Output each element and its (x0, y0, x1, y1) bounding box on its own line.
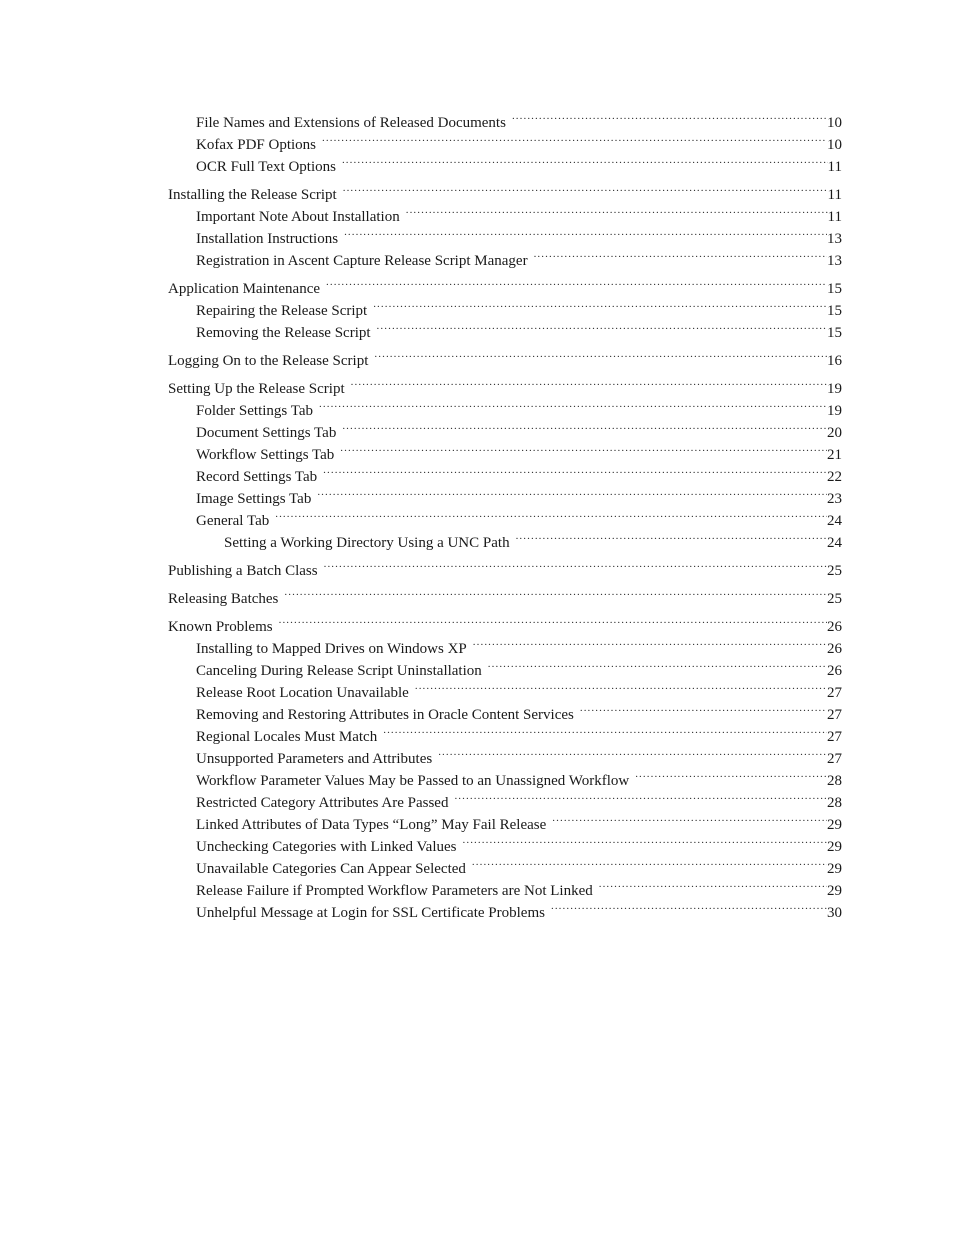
dot-leader (534, 243, 827, 265)
toc-entry-title: Installing the Release Script (168, 187, 337, 203)
toc-entry[interactable] (168, 105, 842, 131)
toc-entry-title: Linked Attributes of Data Types “Long” May Fail Release (196, 817, 547, 833)
toc-entry-title: Repairing the Release Script (196, 303, 368, 319)
toc-entry-page-number: 26 (827, 619, 842, 635)
toc-entry[interactable] (168, 371, 842, 397)
dot-leader (343, 177, 828, 199)
toc-entry-page-number: 30 (827, 905, 842, 921)
toc-entry-page-number: 10 (827, 115, 842, 131)
toc-entry-title: Publishing a Batch Class (168, 563, 318, 579)
dot-leader (326, 271, 827, 293)
toc-entry-page-number: 28 (827, 773, 842, 789)
toc-entry-page-number: 26 (827, 641, 842, 657)
toc-entry-title: General Tab (196, 513, 270, 529)
dot-leader (551, 895, 827, 917)
toc-entry-title: Release Failure if Prompted Workflow Parameters are Not Linked (196, 883, 593, 899)
dot-leader (463, 829, 828, 851)
toc-entry-page-number: 19 (827, 403, 842, 419)
toc-entry-page-number: 11 (827, 209, 842, 225)
toc-entry-page-number: 25 (827, 563, 842, 579)
dot-leader (415, 675, 827, 697)
toc-entry-title: Setting a Working Directory Using a UNC Path (224, 535, 510, 551)
toc-entry-title: Unsupported Parameters and Attributes (196, 751, 433, 767)
toc-entry-title: Unavailable Categories Can Appear Selected (196, 861, 466, 877)
toc-entry-title: Important Note About Installation (196, 209, 400, 225)
toc-entry-title: Record Settings Tab (196, 469, 318, 485)
toc-entry[interactable] (168, 553, 842, 579)
toc-entry-title: Releasing Batches (168, 591, 279, 607)
toc-entry-page-number: 27 (827, 707, 842, 723)
table-of-contents (168, 105, 842, 921)
toc-entry-page-number: 15 (827, 303, 842, 319)
dot-leader (344, 221, 827, 243)
toc-entry-page-number: 21 (827, 447, 842, 463)
toc-entry-page-number: 10 (827, 137, 842, 153)
toc-entry[interactable] (168, 581, 842, 607)
toc-entry-page-number: 25 (827, 591, 842, 607)
dot-leader (374, 343, 827, 365)
toc-entry[interactable] (168, 609, 842, 635)
toc-entry-title: Regional Locales Must Match (196, 729, 378, 745)
toc-entry-title: Known Problems (168, 619, 273, 635)
toc-entry[interactable] (168, 177, 842, 203)
dot-leader (342, 415, 827, 437)
toc-entry-page-number: 16 (827, 353, 842, 369)
dot-leader (580, 697, 827, 719)
toc-entry-page-number: 22 (827, 469, 842, 485)
dot-leader (635, 763, 827, 785)
dot-leader (377, 315, 827, 337)
toc-entry-page-number: 13 (827, 231, 842, 247)
toc-entry-page-number: 24 (827, 513, 842, 529)
toc-entry-title: Release Root Location Unavailable (196, 685, 409, 701)
dot-leader (323, 459, 827, 481)
dot-leader (488, 653, 827, 675)
toc-entry-page-number: 29 (827, 839, 842, 855)
toc-entry-title: Workflow Settings Tab (196, 447, 335, 463)
toc-entry-title: Setting Up the Release Script (168, 381, 345, 397)
dot-leader (472, 851, 827, 873)
dot-leader (599, 873, 827, 895)
dot-leader (512, 105, 827, 127)
toc-entry-page-number: 15 (827, 325, 842, 341)
dot-leader (324, 553, 827, 575)
toc-entry-page-number: 19 (827, 381, 842, 397)
toc-entry-page-number: 29 (827, 883, 842, 899)
toc-entry-page-number: 29 (827, 817, 842, 833)
toc-entry-page-number: 15 (827, 281, 842, 297)
dot-leader (322, 127, 827, 149)
toc-entry-page-number: 13 (827, 253, 842, 269)
toc-entry-title: Unchecking Categories with Linked Values (196, 839, 457, 855)
dot-leader (351, 371, 827, 393)
toc-entry[interactable] (168, 343, 842, 369)
dot-leader (342, 149, 828, 171)
toc-entry-title: Restricted Category Attributes Are Passed (196, 795, 449, 811)
toc-entry-title: Installation Instructions (196, 231, 339, 247)
toc-entry-title: Registration in Ascent Capture Release Script Manager (196, 253, 528, 269)
dot-leader (473, 631, 827, 653)
toc-entry-title: Application Maintenance (168, 281, 321, 297)
dot-leader (340, 437, 827, 459)
dot-leader (383, 719, 827, 741)
dot-leader (275, 503, 827, 525)
toc-entry-title: Canceling During Release Script Uninstallation (196, 663, 482, 679)
toc-entry-page-number: 27 (827, 729, 842, 745)
dot-leader (552, 807, 827, 829)
dot-leader (284, 581, 827, 603)
toc-entry-page-number: 29 (827, 861, 842, 877)
toc-entry-title: Removing the Release Script (196, 325, 371, 341)
toc-entry[interactable] (168, 271, 842, 297)
dot-leader (373, 293, 827, 315)
toc-entry-title: Installing to Mapped Drives on Windows XP (196, 641, 467, 657)
dot-leader (406, 199, 828, 221)
toc-entry-title: File Names and Extensions of Released Documents (196, 115, 506, 131)
toc-entry-title: Kofax PDF Options (196, 137, 317, 153)
toc-entry-title: Document Settings Tab (196, 425, 337, 441)
toc-entry-page-number: 28 (827, 795, 842, 811)
toc-entry-page-number: 27 (827, 685, 842, 701)
toc-entry-page-number: 11 (827, 159, 842, 175)
dot-leader (319, 393, 827, 415)
dot-leader (516, 525, 827, 547)
dot-leader (279, 609, 827, 631)
toc-entry-page-number: 20 (827, 425, 842, 441)
toc-entry-title: Logging On to the Release Script (168, 353, 369, 369)
dot-leader (438, 741, 827, 763)
toc-entry-page-number: 11 (827, 187, 842, 203)
toc-entry-title: Workflow Parameter Values May be Passed to an Unassigned Workflow (196, 773, 630, 789)
toc-entry-title: Unhelpful Message at Login for SSL Certificate Problems (196, 905, 545, 921)
dot-leader (454, 785, 827, 807)
toc-entry-title: Removing and Restoring Attributes in Oracle Content Services (196, 707, 574, 723)
dot-leader (317, 481, 827, 503)
toc-entry-page-number: 23 (827, 491, 842, 507)
toc-entry-title: Image Settings Tab (196, 491, 312, 507)
toc-entry-page-number: 27 (827, 751, 842, 767)
toc-entry-title: Folder Settings Tab (196, 403, 314, 419)
toc-entry-page-number: 24 (827, 535, 842, 551)
toc-entry-page-number: 26 (827, 663, 842, 679)
toc-entry-title: OCR Full Text Options (196, 159, 336, 175)
